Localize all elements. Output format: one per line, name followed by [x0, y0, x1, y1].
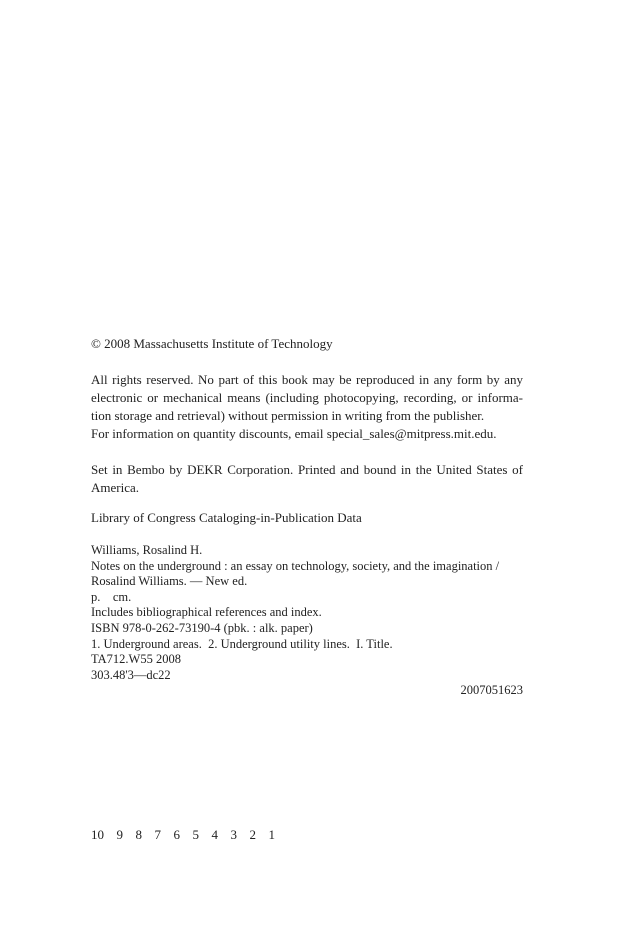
cip-title-line-2: Rosalind Williams. — New ed. [91, 574, 248, 589]
cip-heading: Library of Congress Cataloging-in-Publication Data [91, 510, 362, 525]
cip-bibliography-note: Includes bibliographical references and index. [91, 605, 322, 620]
typesetting-printing-note: Set in Bembo by DEKR Corporation. Printed and bound in the United States of America. [91, 462, 523, 495]
rights-statement: All rights reserved. No part of this book may be reproduced in any form by any electronic or mechanical means (including photocopying, recording, or informa-tion storage and retrieval) without permission in writing from the publisher. [91, 372, 523, 423]
cip-lc-classification: TA712.W55 2008 [91, 652, 181, 667]
cip-author: Williams, Rosalind H. [91, 543, 203, 557]
cip-title-line-1: Notes on the underground : an essay on technology, society, and the imagination / [91, 558, 500, 573]
copyright-notice: © 2008 Massachusetts Institute of Technology [91, 336, 333, 351]
cip-lccn: 2007051623 [460, 683, 523, 698]
cip-data-block [91, 543, 523, 699]
printing-line: 10 9 8 7 6 5 4 3 2 1 [91, 827, 275, 842]
cip-isbn: ISBN 978-0-262-73190-4 (pbk. : alk. paper) [91, 620, 313, 635]
quantity-discount-info: For information on quantity discounts, email special_sales@mitpress.mit.edu. [91, 426, 497, 441]
cip-pages: p. cm. [91, 589, 132, 604]
cip-subjects: 1. Underground areas. 2. Underground utility lines. I. Title. [91, 636, 393, 651]
copyright-page [91, 0, 523, 945]
cip-dewey-classification: 303.48'3—dc22 [91, 667, 171, 682]
